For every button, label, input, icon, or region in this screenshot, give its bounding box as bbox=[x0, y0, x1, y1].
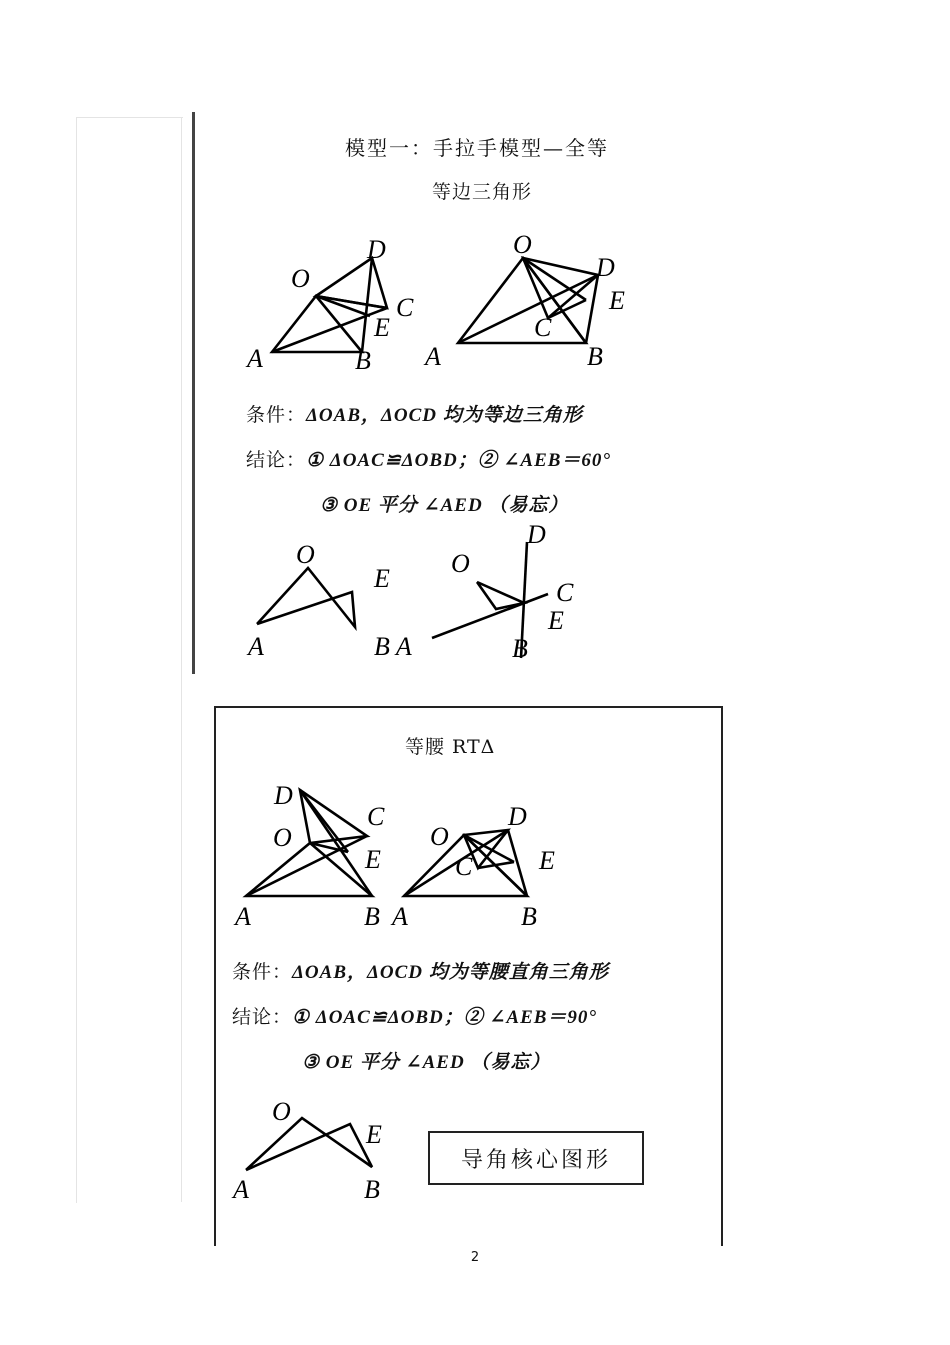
label-E: E bbox=[366, 1120, 382, 1149]
label-C: C bbox=[556, 578, 574, 607]
page-number: 2 bbox=[470, 1250, 480, 1265]
label-E: E bbox=[365, 845, 381, 874]
label-O: O bbox=[430, 822, 449, 851]
label-B: B bbox=[587, 342, 603, 371]
label-O: O bbox=[272, 1097, 291, 1126]
label-A: A bbox=[392, 902, 408, 931]
label-D: D bbox=[596, 253, 615, 282]
condition-label: 条件： bbox=[232, 961, 293, 983]
label-D: D bbox=[508, 802, 527, 831]
conclusion-part1: ① ΔOAC≌ΔOBD；② ∠AEB＝60° bbox=[306, 450, 612, 471]
label-D: D bbox=[527, 520, 546, 549]
section1-subtitle: 等边三角形 bbox=[432, 181, 533, 203]
label-B: B bbox=[512, 634, 528, 663]
figure-equilateral-1 bbox=[245, 235, 414, 375]
figure-equilateral-core-2 bbox=[432, 520, 574, 663]
label-E: E bbox=[374, 564, 390, 593]
conclusion-label: 结论： bbox=[232, 1006, 293, 1028]
label-C: C bbox=[396, 293, 414, 322]
label-B: B bbox=[364, 902, 380, 931]
condition-text: ΔOAB，ΔOCD 均为等边三角形 bbox=[306, 405, 583, 426]
label-C: C bbox=[367, 802, 385, 831]
figure-isosceles-1 bbox=[233, 781, 385, 931]
figure-equilateral-2 bbox=[423, 230, 625, 371]
label-BA: B A bbox=[374, 632, 412, 661]
condition-text: ΔOAB，ΔOCD 均为等腰直角三角形 bbox=[292, 962, 609, 983]
label-B: B bbox=[521, 902, 537, 931]
label-B: B bbox=[355, 346, 371, 375]
figure-isosceles-2 bbox=[390, 802, 555, 931]
label-D: D bbox=[367, 235, 386, 264]
condition-label: 条件： bbox=[246, 404, 307, 426]
section2-conclusion-part2: ③ OE 平分 ∠AED （易忘） bbox=[302, 1052, 551, 1073]
label-O: O bbox=[513, 230, 532, 259]
figure-isosceles-core bbox=[231, 1097, 382, 1204]
label-O: O bbox=[273, 823, 292, 852]
conclusion-label: 结论： bbox=[246, 449, 307, 471]
figure-equilateral-core-1 bbox=[246, 540, 412, 661]
label-O: O bbox=[296, 540, 315, 569]
section1-conclusion-part2: ③ OE 平分 ∠AED （易忘） bbox=[320, 495, 569, 516]
label-O: O bbox=[451, 549, 470, 578]
label-E: E bbox=[374, 313, 390, 342]
label-A: A bbox=[248, 632, 264, 661]
label-O: O bbox=[291, 264, 310, 293]
label-C: C bbox=[455, 852, 473, 881]
section1-title: 模型一：手拉手模型—全等 bbox=[345, 136, 609, 160]
label-A: A bbox=[425, 342, 441, 371]
conclusion-part1: ① ΔOAC≌ΔOBD；② ∠AEB＝90° bbox=[292, 1007, 598, 1028]
core-figure-box: 导角核心图形 bbox=[428, 1131, 644, 1185]
section2-title: 等腰 RTΔ bbox=[405, 736, 496, 758]
label-D: D bbox=[274, 781, 293, 810]
label-A: A bbox=[233, 1175, 249, 1204]
label-B: B bbox=[364, 1175, 380, 1204]
label-E: E bbox=[609, 286, 625, 315]
label-E: E bbox=[548, 606, 564, 635]
label-A: A bbox=[235, 902, 251, 931]
label-C: C bbox=[534, 313, 552, 342]
label-E: E bbox=[539, 846, 555, 875]
label-A: A bbox=[247, 344, 263, 373]
